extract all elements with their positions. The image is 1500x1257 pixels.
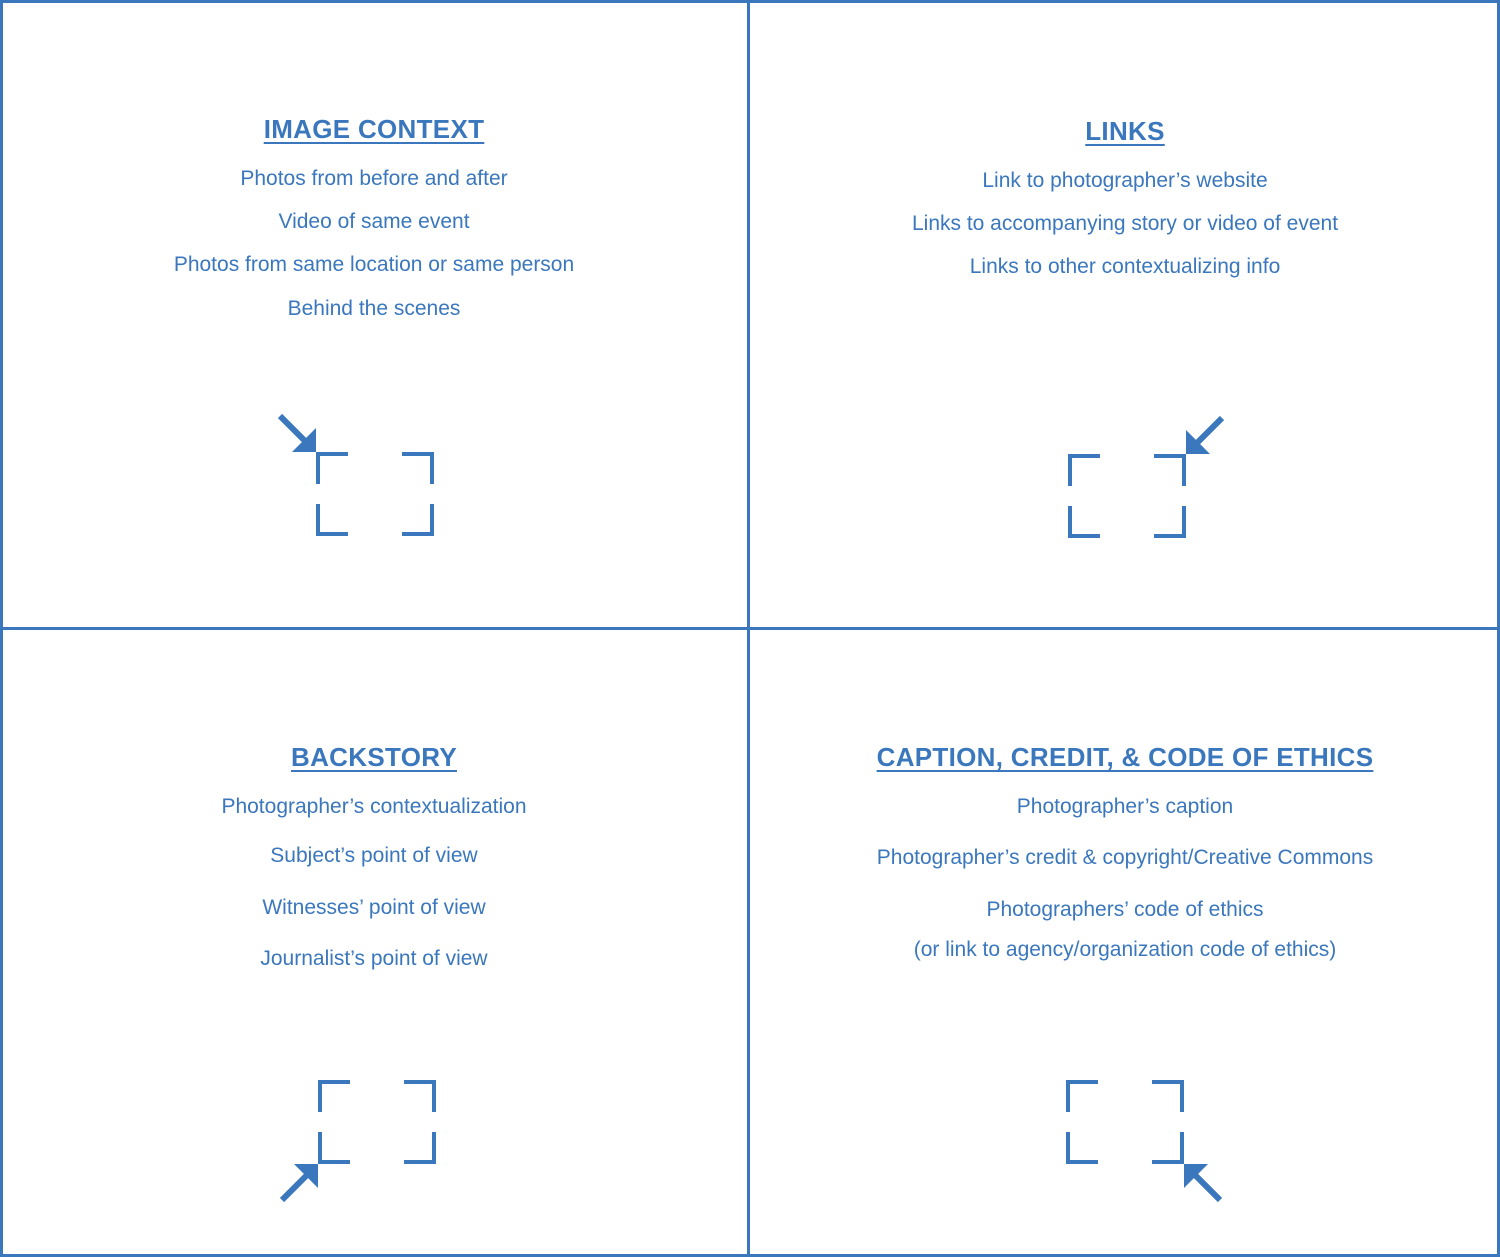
backstory-item: Photographer’s contextualization [221,795,527,818]
backstory-item: Subject’s point of view [270,844,478,867]
caption-item: Photographer’s caption [1016,795,1234,818]
focus-frame-arrow-top-left-icon [272,408,440,544]
image-context-panel [0,0,748,628]
image-context-item: Video of same event [278,210,470,233]
focus-frame-arrow-top-right-icon [1062,410,1230,546]
links-panel [750,0,1500,628]
links-heading: LINKS [1085,116,1165,146]
caption-credit-ethics-heading: CAPTION, CREDIT, & CODE OF ETHICS [876,742,1374,772]
links-item: Links to accompanying story or video of event [911,212,1339,235]
caption-item: Photographer’s credit & copyright/Creative Commons [876,846,1374,869]
caption-item: (or link to agency/organization code of ethics) [913,938,1337,961]
image-context-item: Behind the scenes [287,297,461,320]
links-item: Links to other contextualizing info [969,255,1281,278]
caption-credit-ethics-panel [750,630,1500,1257]
backstory-heading: BACKSTORY [291,742,457,772]
backstory-panel [0,630,748,1257]
links-item: Link to photographer’s website [982,169,1268,192]
focus-frame-arrow-bottom-right-icon [1062,1074,1230,1208]
focus-frame-arrow-bottom-left-icon [272,1074,440,1208]
image-context-item: Photos from before and after [240,167,508,190]
backstory-item: Journalist’s point of view [260,947,488,970]
backstory-item: Witnesses’ point of view [262,896,486,919]
caption-item: Photographers’ code of ethics [986,898,1264,921]
image-context-item: Photos from same location or same person [173,253,575,276]
image-context-heading: IMAGE CONTEXT [263,114,485,144]
